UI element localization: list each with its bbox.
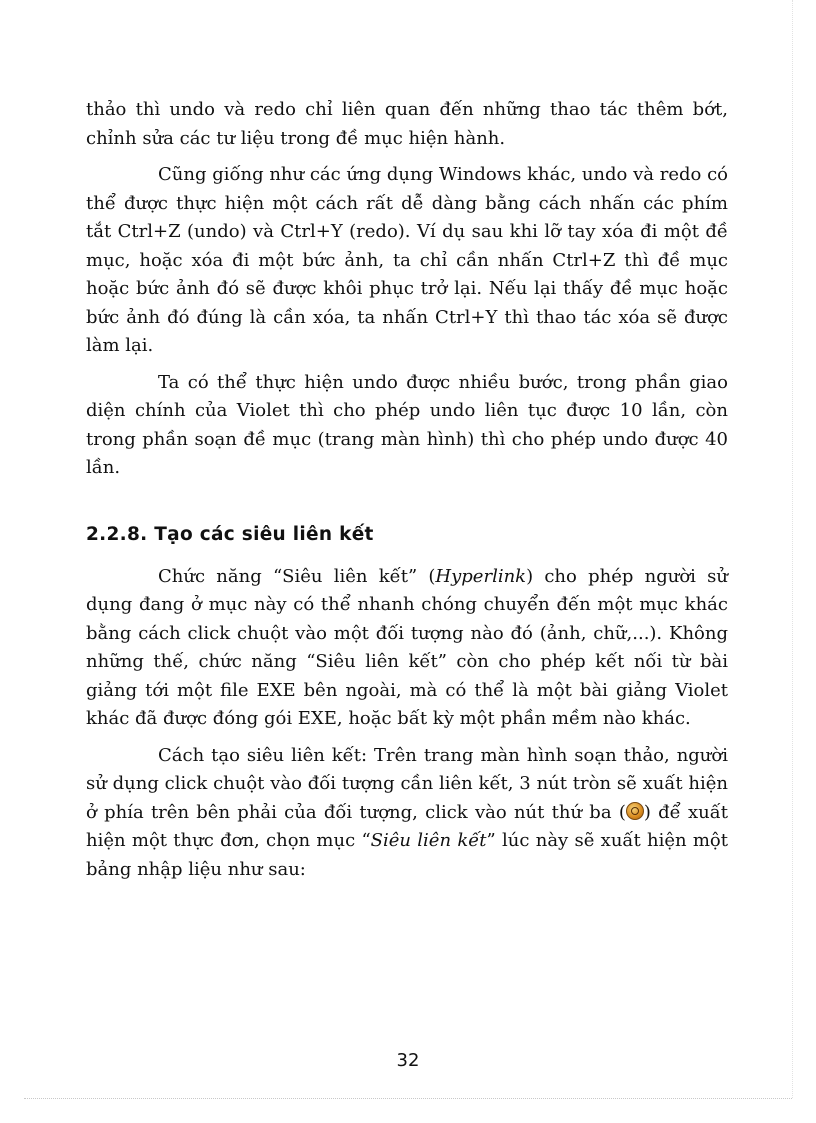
italic-term: Hyperlink [435,565,527,587]
paragraph-hyperlink-intro [86,563,728,734]
text-run: ” lúc này sẽ xuất hiện một bảng nhập liệu như sau: [86,830,728,880]
text-run: Cách tạo siêu liên kết: Trên trang màn hình soạn thảo, người sử dụng click chuột vào đối tượng cần liên kết, 3 nút tròn sẽ xuất hiện ở phía trên bên phải của đối tượng, click vào nút thứ ba ( [86,744,728,823]
text-run: Chức năng “Siêu liên kết” ( [158,565,436,587]
paragraph-hyperlink-howto [86,742,728,885]
text-run: ) cho phép người sử dụng đang ở mục này có thể nhanh chóng chuyển đến một mục khác bằng cách click chuột vào một đối tượng nào đó (ảnh, chữ,...). Không những thế, chức năng “Siêu liên kết” còn cho phép kết nối từ bài giảng tới một file EXE bên ngoài, mà có thể là một bài giảng Violet khác đã được đóng gói EXE, hoặc bất kỳ một phần mềm nào khác. [86,565,729,729]
paragraph-shortcuts: Cũng giống như các ứng dụng Windows khác, undo và redo có thể được thực hiện một cách rất dễ dàng bằng cách nhấn các phím tắt Ctrl+Z (undo) và Ctrl+Y (redo). Ví dụ sau khi lỡ tay xóa đi một đề mục, hoặc xóa đi một bức ảnh, ta chỉ cần nhấn Ctrl+Z thì đề mục hoặc bức ảnh đó sẽ được khôi phục trở lại. Nếu lại thấy đề mục hoặc bức ảnh đó đúng là cần xóa, ta nhấn Ctrl+Y thì thao tác xóa sẽ được làm lại. [86,164,728,356]
page-bottom-border [24,1098,792,1099]
document-page [86,96,728,884]
section-heading: 2.2.8. Tạo các siêu liên kết [86,523,374,545]
italic-term: Siêu liên kết [370,830,487,851]
text-run: ) để xuất hiện một thực đơn, chọn mục “ [86,801,728,851]
page-right-border [792,0,793,1098]
paragraph-undo-steps: Ta có thể thực hiện undo được nhiều bước, trong phần giao diện chính của Violet thì cho phép undo liên tục được 10 lần, còn trong phần soạn đề mục (trang màn hình) thì cho phép undo được 40 lần. [86,371,728,478]
hyperlink-button-icon [626,802,644,820]
page-number: 32 [396,1050,420,1071]
paragraph-undo-scope: thảo thì undo và redo chỉ liên quan đến những thao tác thêm bớt, chỉnh sửa các tư liệu trong đề mục hiện hành. [86,99,728,149]
